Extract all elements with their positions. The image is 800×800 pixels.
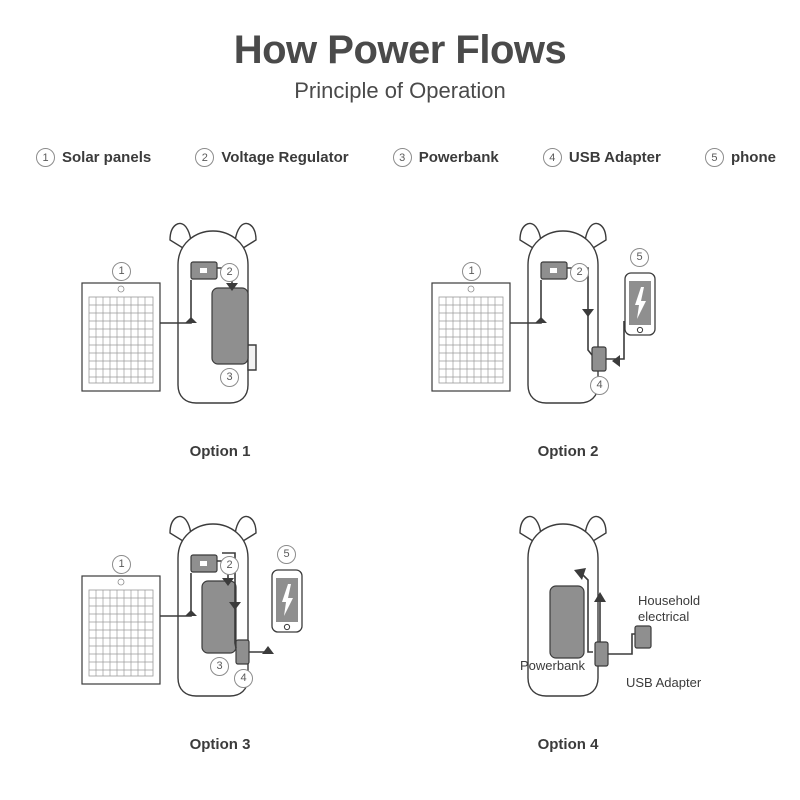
marker-2-option-1: 2 — [220, 262, 239, 282]
legend-number-3: 3 — [393, 148, 412, 167]
marker-1-option-1: 1 — [112, 261, 131, 281]
option-1-illustration — [60, 205, 400, 425]
option-2-caption: Option 2 — [537, 443, 599, 460]
legend-number-4: 4 — [543, 148, 562, 167]
legend-item-voltage-regulator — [195, 148, 348, 167]
legend-item-usb-adapter — [543, 148, 661, 167]
powerbank-graphic — [202, 581, 236, 653]
usb-adapter-graphic — [592, 347, 606, 371]
page-title: How Power Flows — [233, 28, 567, 72]
legend-number-2: 2 — [195, 148, 214, 167]
legend-label-4: USB Adapter — [568, 149, 661, 166]
legend-number-1: 1 — [36, 148, 55, 167]
voltage-regulator-graphic — [191, 262, 217, 279]
legend-label-5: phone — [730, 149, 776, 166]
household-electrical-line-1: Household — [638, 593, 701, 608]
legend-item-phone — [705, 148, 776, 167]
option-4-illustration — [410, 498, 750, 718]
usb-adapter-label-option-4: USB Adapter — [626, 675, 702, 690]
marker-5-option-2: 5 — [630, 247, 649, 267]
household-electrical-label — [638, 593, 738, 626]
page-subtitle: Principle of Operation — [294, 78, 506, 103]
marker-2-option-2: 2 — [570, 262, 589, 282]
legend-label-1: Solar panels — [62, 149, 152, 166]
legend-item-solar-panels — [36, 148, 151, 167]
solar-panel-graphic — [82, 576, 160, 684]
marker-2-option-3: 2 — [220, 555, 239, 575]
marker-4-option-2: 4 — [590, 375, 609, 395]
option-2-illustration — [410, 205, 750, 425]
legend-item-powerbank — [393, 148, 499, 167]
marker-5-option-3: 5 — [277, 544, 296, 564]
phone-graphic — [272, 570, 302, 632]
voltage-regulator-graphic — [191, 555, 217, 572]
marker-4-option-3: 4 — [234, 668, 253, 688]
solar-panel-graphic — [432, 283, 510, 391]
phone-graphic — [625, 273, 655, 335]
usb-adapter-graphic — [236, 640, 249, 664]
powerbank-label-option-4: Powerbank — [520, 658, 586, 673]
legend — [36, 148, 776, 167]
voltage-regulator-graphic — [541, 262, 567, 279]
marker-1-option-2: 1 — [462, 261, 481, 281]
option-3-illustration — [60, 498, 400, 718]
legend-number-5: 5 — [705, 148, 724, 167]
marker-1-option-3: 1 — [112, 554, 131, 574]
wall-outlet-graphic — [635, 626, 651, 648]
option-4-caption: Option 4 — [537, 736, 599, 753]
solar-panel-graphic — [82, 283, 160, 391]
legend-label-3: Powerbank — [418, 149, 499, 166]
marker-3-option-1: 3 — [220, 367, 239, 387]
powerbank-graphic — [212, 288, 248, 364]
powerbank-graphic — [550, 586, 584, 658]
household-electrical-line-2: electrical — [638, 609, 690, 625]
option-3-caption: Option 3 — [189, 736, 251, 753]
marker-3-option-3: 3 — [210, 656, 229, 676]
legend-label-2: Voltage Regulator — [221, 149, 349, 166]
option-1-caption: Option 1 — [189, 443, 251, 460]
